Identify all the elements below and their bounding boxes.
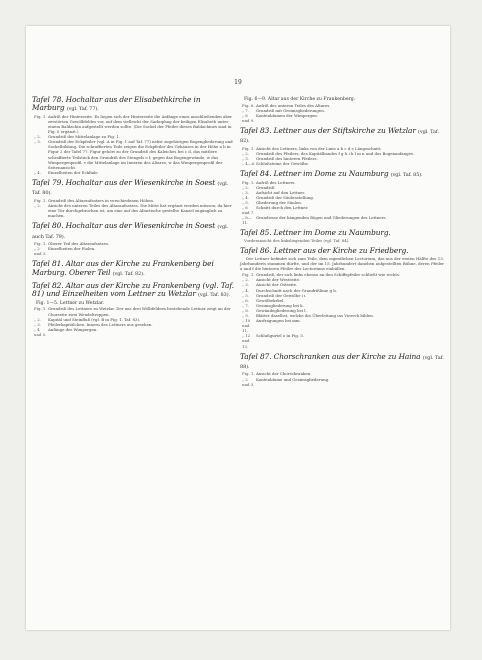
figure-caption: Grundriß, der sich links ebenso an den Schiffspfeiler schließt wie rechts. bbox=[256, 272, 401, 278]
figure-caption: Schnitt durch den Lettner. bbox=[256, 205, 309, 211]
plate-entry bbox=[32, 96, 234, 175]
plate-reference: (vgl. Taf. 88). bbox=[240, 354, 444, 371]
figure-label: „ 8—11. bbox=[242, 215, 252, 226]
figure-group-heading: Fig. 1—5. Lettner zu Wetzlar. bbox=[36, 300, 105, 306]
figure-caption: Gliederung der Säulen. bbox=[256, 199, 302, 205]
figure-caption: Einzelheiten der Eckfiale. bbox=[48, 169, 99, 175]
figure-caption: Grundriß der Säulenstellung. bbox=[256, 194, 314, 200]
figure-caption: Gesimsgliederung bei k. bbox=[256, 302, 304, 308]
figure-label: „ 5. bbox=[242, 292, 249, 298]
figure-caption: Grundriß. bbox=[256, 184, 276, 190]
plate-entry bbox=[32, 260, 234, 278]
figure-item bbox=[32, 114, 234, 134]
plate-reference: (vgl. Taf. 85). bbox=[390, 172, 423, 179]
plate-title-text: Tafel 80. Hochaltar aus der Wiesenkirche in Soest bbox=[32, 221, 218, 231]
plate-title-text: Tafel 82. Altar aus der Kirche zu Frankenberg (vgl. Taf. 81) und Einzelheiten vom Lettner zu Wetzlar bbox=[32, 281, 234, 299]
figure-label: „ 3. bbox=[242, 189, 249, 195]
figure-caption: Grundrisse der hängenden Bögen und Gliederungen des Lettners. bbox=[256, 215, 387, 221]
plate-title bbox=[240, 353, 444, 372]
figure-caption: Grundriß der Mittelanlage zu Fig. 1. bbox=[48, 134, 121, 140]
figure-label: Fig. 6. bbox=[242, 102, 255, 108]
figure-caption: Ansicht der Chorschranken. bbox=[256, 371, 312, 377]
figure-label: „ 8 und 9. bbox=[242, 112, 255, 123]
figure-label: „ 2. bbox=[34, 202, 41, 208]
figure-caption: Grundriß der Eckpfeiler (vgl. A in Fig. 1 auf Taf. 77) nebst zugehörigen Bogengliederung und Sockelbildung. Die schraffierten Teile zeigen die Eckpfeiler des Gehäuses in der Höhe a b in Figur 2 der Tafel 77. Figur gehört zu der Grundriß des Kaleiches bei c d, das mittlere schraffierte Teilstück den Grundriß des Stengels e f, gegen das Bogengewände, w das Wimpergenprofil, v die Mittelanlage im Inneren des Altares, w das Wimpergenprofil der Seitenansicht. bbox=[48, 139, 233, 170]
figure-caption: Kapitäl und Steinfluß (vgl. B in Fig. 1, Taf. 83). bbox=[48, 316, 141, 322]
figure-label: „ 6 und 7. bbox=[242, 205, 255, 216]
figure-label: „ 2. bbox=[242, 150, 249, 156]
plate-entry bbox=[32, 222, 234, 256]
plate-entry bbox=[32, 282, 234, 337]
figure-caption: Aufriß des unteren Teiles des Altares. bbox=[256, 102, 331, 108]
figure-label: „ 4—6. bbox=[242, 161, 256, 167]
figure-caption: Gewölbekrbel. bbox=[256, 297, 285, 303]
plate-entry bbox=[240, 170, 444, 225]
plate-entry bbox=[240, 229, 444, 242]
figure-label: „ 7. bbox=[242, 302, 249, 308]
figure-caption: Grundriß des hinteren Pfeilers. bbox=[256, 155, 318, 161]
plate-note: Vorderansicht des linksliegenden Teiles (vgl. Taf. 84). bbox=[244, 237, 350, 243]
plate-entry bbox=[32, 179, 234, 218]
figure-label: „ 2. bbox=[242, 277, 249, 283]
figure-label: „ 3. bbox=[34, 321, 41, 327]
plate-reference: (vgl. Taf. 83). bbox=[198, 292, 230, 299]
figure-label: Fig. 1. bbox=[242, 179, 255, 185]
plate-title-text: Tafel 79. Hochaltar aus der Wiesenkirche in Soest bbox=[32, 177, 218, 187]
figure-caption: Aufriß des Lettners. bbox=[256, 179, 296, 185]
plate-title-text: Tafel 87. Chorschranken aus der Kirche zu Haina bbox=[240, 351, 423, 361]
figure-caption: Ansicht des Lettners, links von der Linie a b c d e Längsschnitt. bbox=[256, 145, 382, 151]
figure-caption: Ansicht der Westseite. bbox=[256, 277, 301, 283]
plate-reference: (vgl. auch Taf. 79). bbox=[32, 224, 229, 240]
left-column bbox=[32, 96, 234, 341]
figure-item bbox=[240, 113, 444, 123]
figure-group-heading: Fig. 6—9. Altar aus der Kirche zu Frankenberg. bbox=[244, 97, 356, 102]
plate-reference: (vgl. Taf. 82). bbox=[112, 270, 145, 277]
plate-title bbox=[32, 282, 234, 300]
figure-label: „ 2. bbox=[242, 184, 249, 190]
figure-label: Fig. 1. bbox=[242, 371, 255, 377]
plate-entry bbox=[240, 353, 444, 387]
figure-caption: Durchschnitt nach der Grundrißlinie g h. bbox=[256, 287, 338, 293]
figure-caption: Kantenblume und Gesimsgliederung. bbox=[256, 376, 330, 382]
plate-title bbox=[32, 179, 234, 198]
figure-label: Fig. 1. bbox=[34, 113, 47, 119]
figure-item bbox=[32, 327, 234, 337]
figure-label: „ 8. bbox=[242, 307, 249, 313]
figure-caption: Schlußsteine der Gewölbe. bbox=[256, 161, 310, 167]
plate-title bbox=[240, 127, 444, 146]
plate-title bbox=[240, 229, 444, 237]
plate-reference: (vgl. Taf. 80). bbox=[32, 180, 229, 197]
figure-label: „ 2 und 3. bbox=[242, 376, 255, 387]
figure-item bbox=[240, 377, 444, 387]
figure-caption: Pfeilerkapitälchen. Innern des Lettners aus gesehen. bbox=[48, 321, 153, 327]
figure-label: „ 7. bbox=[242, 107, 249, 113]
document-page bbox=[26, 26, 450, 630]
plate-description: Der Lettner befindet sich zum Teile, dem eigentlichen Lectorium, das aus der ersten Hälfte des 13. Jahrhunderts stammen dürfte, und der im 15. Jahrhundert daneben aufgestellten Bühne, deren Pfeiler a und f die hinteren Pfeiler des Lectoriums einhüllen. bbox=[240, 256, 444, 272]
plate-title bbox=[240, 247, 444, 255]
figure-label: Fig. 1. bbox=[242, 272, 255, 278]
plate-title bbox=[240, 170, 444, 179]
figure-caption: Einzelheiten der Fialen. bbox=[48, 246, 96, 252]
plate-title-text: Tafel 86. Lettner aus der Kirche zu Friedberg. bbox=[240, 245, 409, 255]
figure-label: „ 2 und 3. bbox=[34, 246, 47, 257]
plate-reference: (vgl. Taf. 82). bbox=[240, 128, 439, 145]
right-column bbox=[240, 96, 444, 391]
plate-title bbox=[32, 222, 234, 241]
figure-caption: Gewändegliederung bei l. bbox=[256, 307, 307, 313]
figure-caption: Grundriß des Lettners zu Wetzlar. Der aus drei Wölbfeldern bestehende Lettner zeigt an der Chorseite zwei Wendeltreppen. bbox=[48, 306, 231, 317]
figure-caption: Grundriß des Altaraufsatzes in verschiedenen Höhen. bbox=[48, 197, 155, 203]
figure-label: „ 4. bbox=[242, 287, 249, 293]
plate-reference: (vgl. Taf. 77). bbox=[66, 106, 99, 113]
figure-label: „ 3. bbox=[34, 139, 41, 145]
plate-title-text: Tafel 84. Lettner im Dome zu Naumburg bbox=[240, 169, 391, 179]
figure-caption: Kantenblumen der Wimpergen. bbox=[256, 112, 319, 118]
plate-title-text: Tafel 83. Lettner aus der Stiftskirche zu Wetzlar bbox=[240, 125, 418, 135]
plate-title-text: Tafel 81. Altar aus der Kirche zu Frankenberg bei Marburg. Oberer Teil bbox=[32, 259, 214, 277]
figure-label: „ 12 und 13. bbox=[242, 333, 251, 349]
figure-label: Fig. 1. bbox=[242, 145, 255, 151]
figure-item bbox=[240, 318, 444, 333]
page-number: 19 bbox=[234, 79, 242, 86]
figure-label: „ 10 und 11. bbox=[242, 318, 251, 334]
figure-label: „ 5. bbox=[242, 199, 249, 205]
plate-entry bbox=[240, 97, 444, 123]
figure-item bbox=[240, 161, 444, 166]
figure-label: „ 3. bbox=[242, 155, 249, 161]
figure-label: Fig. 1. bbox=[34, 240, 47, 246]
figure-item bbox=[32, 246, 234, 256]
figure-caption: Ansicht der Ostseite. bbox=[256, 282, 298, 288]
figure-label: „ 3. bbox=[242, 282, 249, 288]
figure-item bbox=[32, 170, 234, 175]
figure-caption: Oberer Teil des Altaraufsatzes. bbox=[48, 240, 110, 246]
figure-item bbox=[32, 306, 234, 316]
figure-label: „ 9. bbox=[242, 312, 249, 318]
plate-title bbox=[32, 260, 234, 278]
figure-label: „ 6. bbox=[242, 297, 249, 303]
figure-label: „ 4. bbox=[242, 194, 249, 200]
plate-title-text: Tafel 85. Lettner im Dome zu Naumburg. bbox=[240, 228, 391, 238]
figure-label: „ 4 und 5. bbox=[34, 326, 47, 337]
figure-item bbox=[32, 139, 234, 170]
figure-item bbox=[240, 215, 444, 225]
figure-caption: Blätter daselbst, welche die Überleitung ins Viereck bilden. bbox=[256, 312, 374, 318]
figure-caption: Ansfragungen bei mm. bbox=[256, 318, 301, 324]
plate-entry bbox=[240, 247, 444, 349]
figure-label: „ 2. bbox=[34, 134, 41, 140]
figure-caption: Grundriß der Gewölbe i i. bbox=[256, 292, 307, 298]
figure-label: Fig. 1. bbox=[34, 197, 47, 203]
figure-caption: Grundriß des Pfeilers, des Kapitälbandes f g h i k l m n und des Bogenanfanges. bbox=[256, 150, 415, 156]
figure-caption: Ansicht des unteren Teiles des Altaraufsatzes. Die Mitte hat ergänzt werden müssen, da hier eine Tür durchgebrochen ist, um eine auf des Altartische gestellte Kanzel zugänglich zu machen. bbox=[48, 202, 232, 219]
figure-item bbox=[240, 333, 444, 348]
plate-title-text: Tafel 78. Hochaltar aus der Elisabethkirche in Marburg bbox=[32, 95, 201, 113]
figure-label: „ 4. bbox=[34, 169, 41, 175]
figure-caption: Aufsicht auf den Lettner. bbox=[256, 189, 306, 195]
plate-entry bbox=[240, 127, 444, 166]
figure-caption: Grundriß mit Gesimsgliederungen. bbox=[256, 107, 325, 113]
plate-title bbox=[32, 96, 234, 114]
figure-label: „ 2. bbox=[34, 316, 41, 322]
figure-item bbox=[240, 205, 444, 215]
figure-caption: Aufriß der Hinterseite. Es liegen sich der Hinterseite die Anfänge eines anschließenden aber zerstörten Gewölbfeldes vor, auf dem vielleicht der Sarkophag der heiligen Elisabeth unter einem Baldachin aufgestellt werden sollte. (Die Sockel der Pfeiler dieses Baldachines sind in Fig. 5 ergänzt.) bbox=[48, 113, 232, 135]
figure-caption: Anfänge der Wimpergen. bbox=[48, 326, 98, 332]
figure-caption: Schlußgurtel o in Fig. 5. bbox=[256, 333, 305, 339]
figure-label: Fig. 1. bbox=[34, 306, 47, 312]
figure-item bbox=[32, 203, 234, 218]
